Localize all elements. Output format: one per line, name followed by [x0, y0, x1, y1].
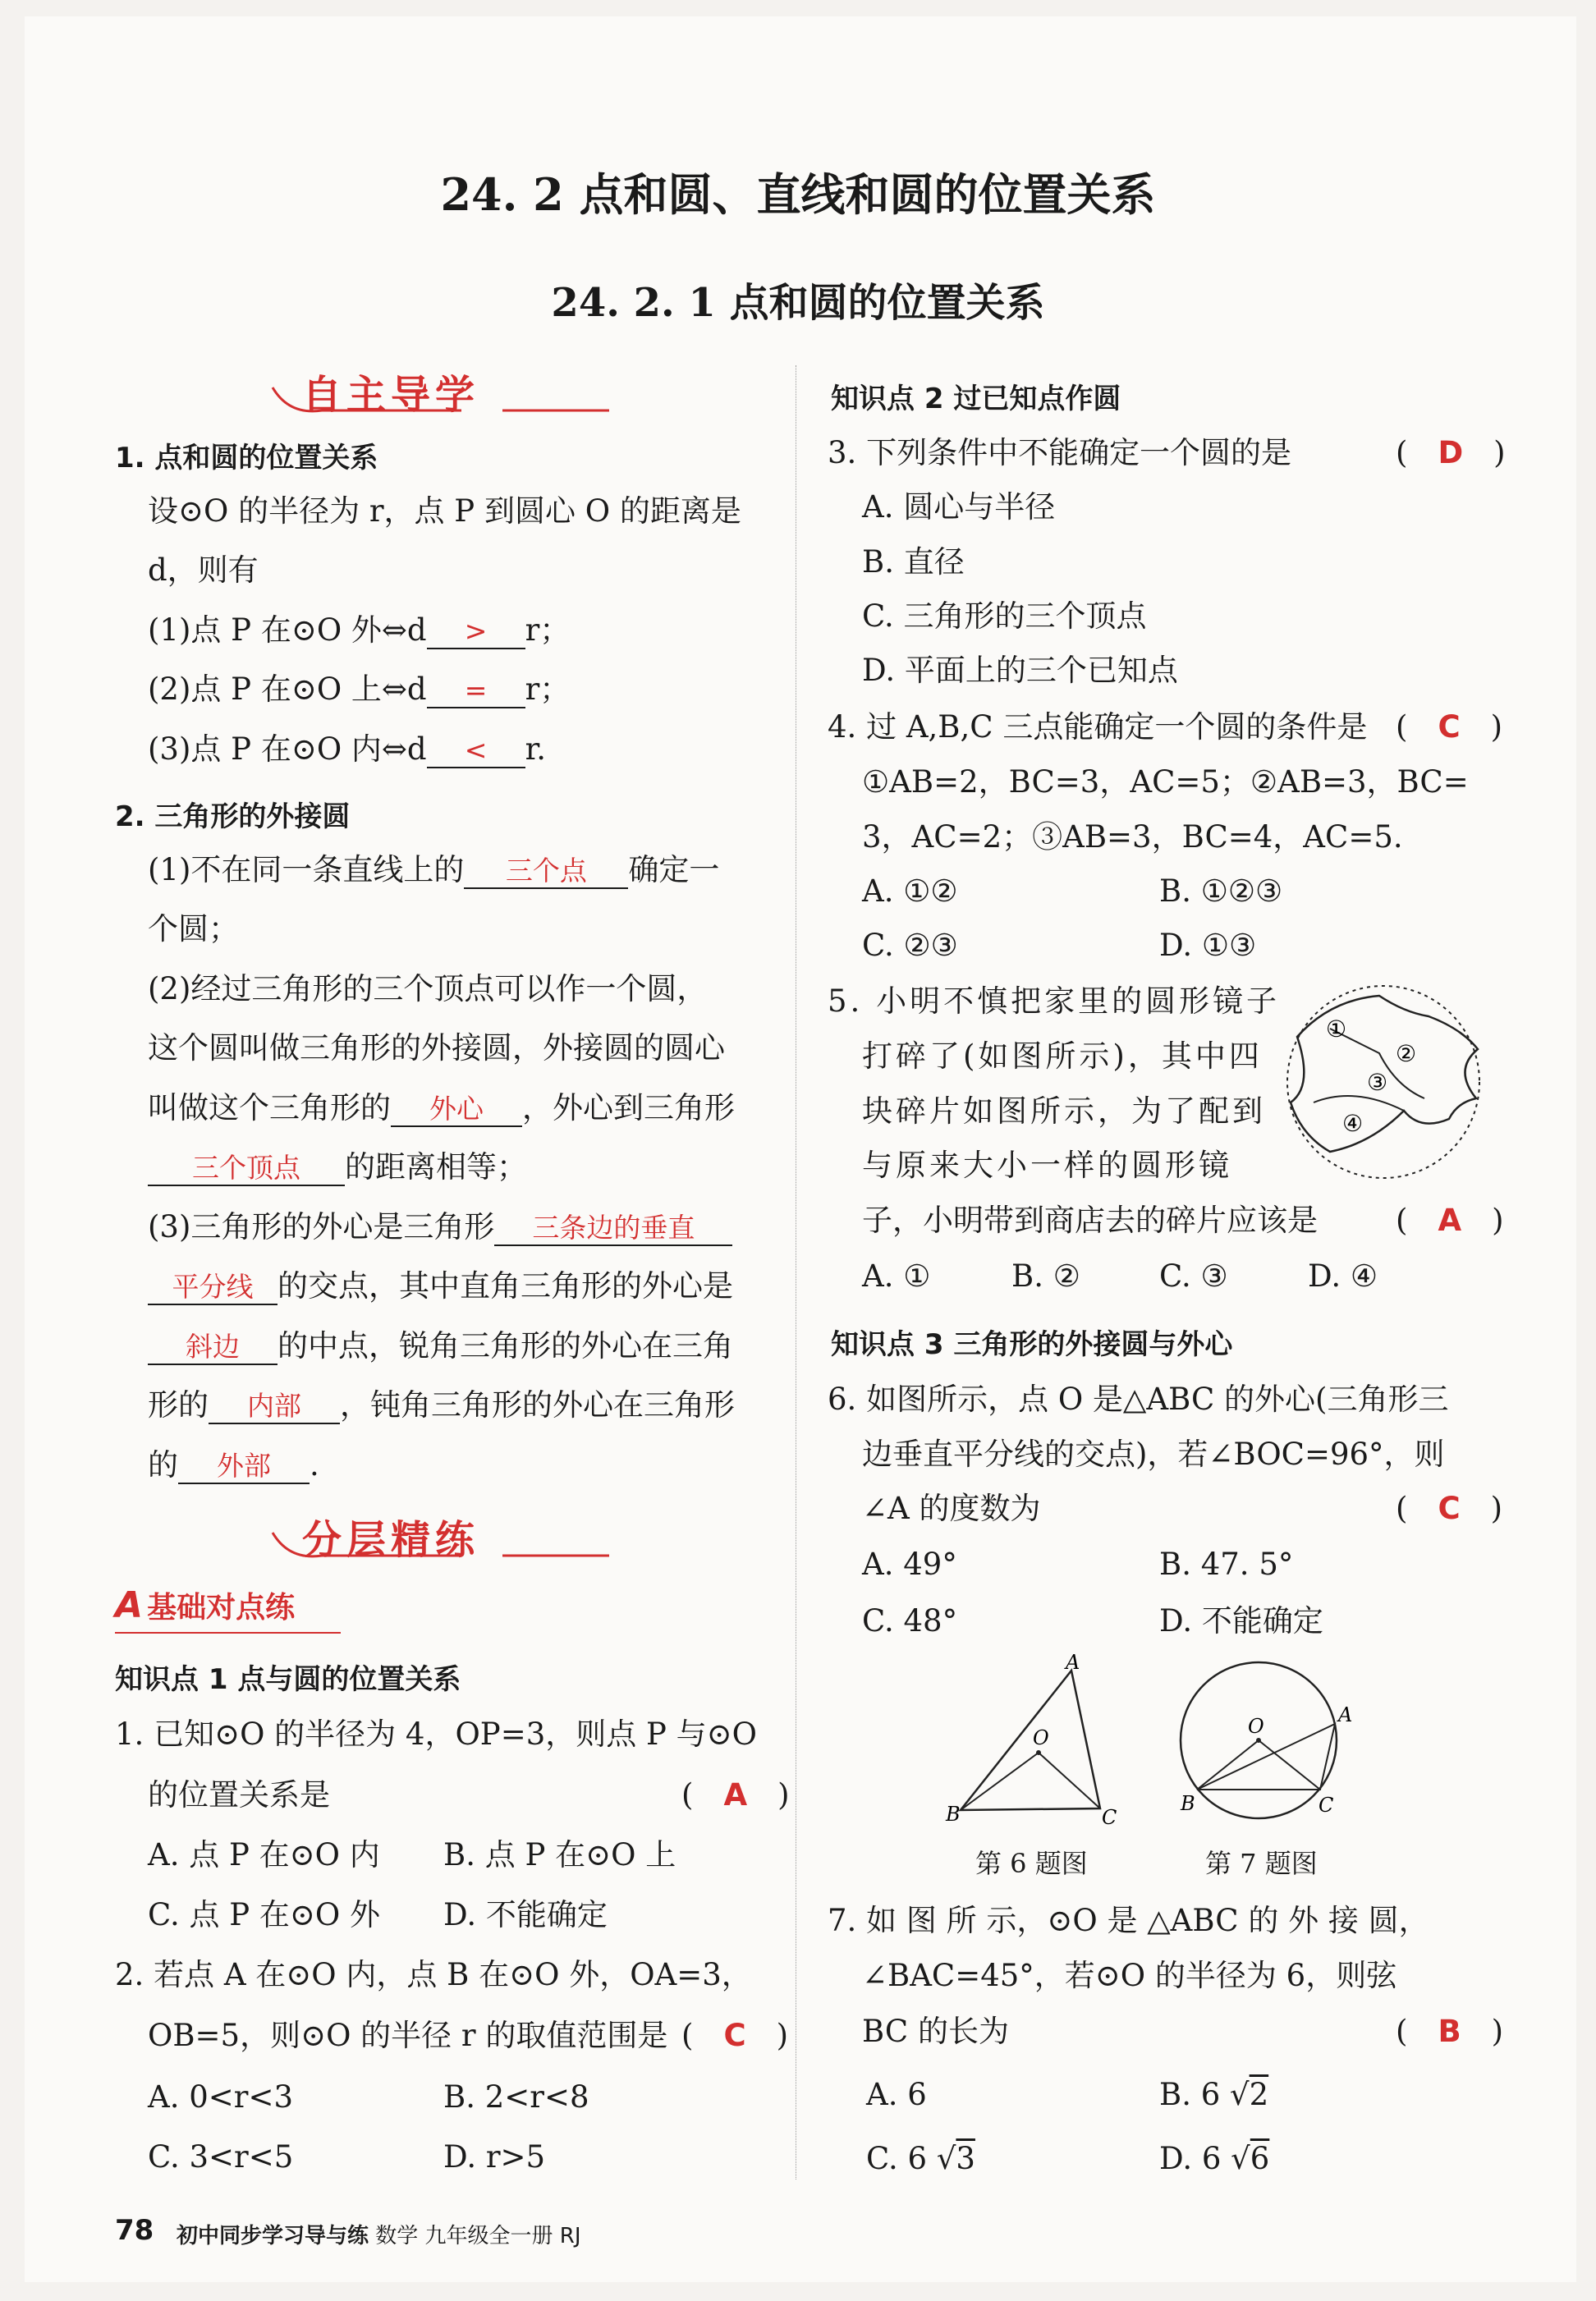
q6-line1: 6. 如图所示，点 O 是△ABC 的外心(三角形三	[828, 1382, 1449, 1417]
s1-heading: 1. 点和圆的位置关系	[115, 442, 378, 474]
q5-option-d: D. ④	[1308, 1258, 1378, 1294]
s1-case2	[148, 673, 570, 708]
q3-answer-bracket: ( D )	[1396, 435, 1506, 470]
q4-option-c: C. ②③	[862, 928, 958, 963]
q2-option-a: A. 0<r<3	[148, 2079, 294, 2115]
s2-line6-answer: 三个顶点	[148, 1152, 345, 1186]
s2-line9-tail: 的中点，锐角三角形的外心在三角	[277, 1328, 733, 1364]
q7-answer: B	[1438, 2014, 1461, 2049]
q3-option-a: A. 圆心与半径	[862, 489, 1056, 525]
s2-line1	[148, 854, 719, 889]
q1-line2: 的位置关系是	[148, 1777, 330, 1813]
level-a-heading	[115, 1584, 295, 1626]
s2-line10-text: 形的	[148, 1387, 209, 1423]
q1-answer-bracket: ( A )	[681, 1777, 790, 1813]
fragment-label-4: ④	[1342, 1110, 1364, 1137]
q7-option-b-radicand: 2	[1249, 2077, 1269, 2112]
q7-option-a: A. 6	[866, 2077, 927, 2112]
banner-self-study: 自主导学	[302, 372, 480, 418]
banner-layered-underline	[264, 1524, 617, 1565]
q7-line1: 7. 如 图 所 示，⊙O 是 △ABC 的 外 接 圆，	[828, 1903, 1429, 1938]
q5-option-a: A. ①	[862, 1258, 931, 1294]
q5-line1: 5. 小明不慎把家里的圆形镜子	[828, 983, 1281, 1019]
q7-option-d-radicand: 6	[1250, 2141, 1270, 2176]
s1-case3-answer: <	[427, 734, 525, 768]
q5-option-b: B. ②	[1011, 1258, 1080, 1294]
q1-line1: 1. 已知⊙O 的半径为 4，OP=3，则点 P 与⊙O	[115, 1717, 757, 1752]
fig7-label-o: O	[1248, 1715, 1264, 1738]
s2-line4: 这个圆叫做三角形的外接圆，外接圆的圆心	[148, 1030, 725, 1066]
s1-case3-tail: r.	[525, 731, 547, 767]
s2-line11	[148, 1449, 319, 1484]
q6-answer-bracket: ( C )	[1396, 1491, 1503, 1526]
s1-case1-answer: >	[427, 615, 525, 649]
q4-answer-bracket: ( C )	[1396, 709, 1503, 745]
footer-book-title: 初中同步学习导与练	[177, 2224, 369, 2248]
q4-option-d: D. ①③	[1159, 928, 1257, 963]
s2-line1-tail: 确定一	[628, 852, 720, 887]
q2-answer: C	[723, 2018, 746, 2053]
s1-case3	[148, 733, 546, 768]
s2-line8-answer: 平分线	[148, 1271, 277, 1305]
q7-line3: BC 的长为	[862, 2014, 1009, 2049]
s1-case3-text: (3)点 P 在⊙O 内⇔d	[148, 731, 427, 767]
q4-line1: 4. 过 A,B,C 三点能确定一个圆的条件是	[828, 709, 1368, 745]
q4-answer: C	[1438, 709, 1461, 745]
level-a-letter: A	[115, 1584, 144, 1626]
fragment-label-3: ③	[1367, 1069, 1388, 1096]
k3-heading: 知识点 3 三角形的外接圆与外心	[831, 1328, 1233, 1361]
q6-option-a: A. 49°	[862, 1547, 957, 1582]
s1-case2-text: (2)点 P 在⊙O 上⇔d	[148, 672, 427, 707]
q7-option-c-radicand: 3	[956, 2141, 975, 2176]
fig7-caption: 第 7 题图	[1205, 1848, 1318, 1879]
s2-line6-tail: 的距离相等；	[345, 1149, 527, 1185]
s2-line11-answer: 外部	[178, 1450, 310, 1484]
fig6-label-b: B	[946, 1803, 961, 1826]
q3-line1: 3. 下列条件中不能确定一个圆的是	[828, 435, 1292, 470]
s2-line8-tail: 的交点，其中直角三角形的外心是	[277, 1268, 733, 1304]
q4-option-a: A. ①②	[862, 873, 958, 909]
q1-option-d: D. 不能确定	[443, 1897, 608, 1932]
q5-answer-bracket: ( A )	[1396, 1203, 1504, 1238]
s1-case1-tail: r；	[525, 612, 571, 648]
fig7-circle	[1164, 1654, 1369, 1835]
q4-option-b: B. ①②③	[1159, 873, 1283, 909]
q7-option-b: B. 6 √2	[1159, 2077, 1269, 2112]
q3-answer: D	[1438, 435, 1464, 470]
q7-option-d: D. 6 √6	[1159, 2141, 1270, 2176]
q7-line2: ∠BAC=45°，若⊙O 的半径为 6，则弦	[862, 1958, 1397, 1993]
s2-line11-text: 的	[148, 1447, 178, 1483]
q2-option-c: C. 3<r<5	[148, 2139, 294, 2175]
subsection-title: 24. 2. 1 点和圆的位置关系	[551, 280, 1045, 326]
q5-line3: 块碎片如图所示，为了配到	[862, 1093, 1266, 1129]
q5-line5: 子，小明带到商店去的碎片应该是	[862, 1203, 1318, 1238]
fig7-triangle-abc	[1197, 1724, 1335, 1790]
level-a-title: 基础对点练	[147, 1591, 296, 1625]
q4-line2: ①AB=2，BC=3，AC=5；②AB=3，BC=	[862, 764, 1469, 800]
q2-line2: OB=5，则⊙O 的半径 r 的取值范围是	[148, 2018, 668, 2053]
q6-line2: 边垂直平分线的交点)，若∠BOC=96°，则	[862, 1437, 1445, 1472]
s2-line9	[148, 1330, 733, 1365]
q1-answer: A	[723, 1777, 748, 1813]
s2-line9-answer: 斜边	[148, 1331, 277, 1365]
footer-text	[177, 2219, 581, 2249]
q7-option-b-text: B. 6	[1159, 2077, 1221, 2112]
q1-option-a: A. 点 P 在⊙O 内	[148, 1837, 380, 1872]
s2-line11-tail: .	[310, 1447, 319, 1483]
fig6-label-o: O	[1033, 1726, 1049, 1749]
s2-line5-text: 叫做这个三角形的	[148, 1090, 391, 1125]
q7-answer-bracket: ( B )	[1396, 2014, 1504, 2049]
q6-option-d: D. 不能确定	[1159, 1603, 1323, 1639]
q3-option-d: D. 平面上的三个已知点	[862, 653, 1178, 688]
banner-layered: 分层精练	[302, 1517, 480, 1563]
s2-line5-answer: 外心	[391, 1093, 522, 1127]
q5-mirror-figure	[1281, 979, 1486, 1185]
s1-case2-tail: r；	[525, 672, 571, 707]
q2-answer-bracket: ( C )	[681, 2018, 789, 2053]
fig6-label-a: A	[1066, 1654, 1080, 1674]
s1-case1-text: (1)点 P 在⊙O 外⇔d	[148, 612, 427, 648]
s2-line7-text: (3)三角形的外心是三角形	[148, 1209, 495, 1244]
q6-option-c: C. 48°	[862, 1603, 958, 1639]
banner-self-study-underline	[264, 379, 617, 420]
s2-line2: 个圆；	[148, 911, 239, 947]
footer-subject: 数学 九年级全一册 RJ	[375, 2224, 581, 2248]
q2-option-d: D. r>5	[443, 2139, 546, 2175]
q7-option-d-text: D. 6	[1159, 2141, 1222, 2176]
s1-intro-line2: d，则有	[148, 552, 259, 588]
s2-line7-answer: 三条边的垂直	[494, 1212, 732, 1246]
q1-option-b: B. 点 P 在⊙O 上	[443, 1837, 676, 1872]
fig6-label-c: C	[1102, 1806, 1117, 1827]
k2-heading: 知识点 2 过已知点作圆	[831, 383, 1121, 415]
s2-line8	[148, 1270, 733, 1305]
s2-line10-answer: 内部	[209, 1390, 340, 1424]
q1-option-c: C. 点 P 在⊙O 外	[148, 1897, 381, 1932]
s2-line10-tail: ，钝角三角形的外心在三角形	[340, 1387, 735, 1423]
s2-line5-tail: ，外心到三角形	[522, 1090, 735, 1125]
s2-heading: 2. 三角形的外接圆	[115, 800, 351, 833]
fig7-segment-oc	[1259, 1740, 1320, 1790]
q5-line4: 与原来大小一样的圆形镜	[862, 1148, 1232, 1183]
s2-line1-answer: 三个点	[464, 855, 628, 889]
s2-line3: (2)经过三角形的三个顶点可以作一个圆，	[148, 971, 708, 1006]
s2-line5	[148, 1092, 735, 1127]
s2-line1-text: (1)不在同一条直线上的	[148, 852, 465, 887]
fragment-label-1: ①	[1326, 1015, 1347, 1043]
q2-line1: 2. 若点 A 在⊙O 内，点 B 在⊙O 外，OA=3，	[115, 1957, 752, 1992]
s2-line6	[148, 1151, 527, 1186]
fig7-label-b: B	[1181, 1792, 1195, 1815]
level-a-underline	[115, 1632, 341, 1634]
q3-option-b: B. 直径	[862, 544, 965, 580]
q6-line3: ∠A 的度数为	[862, 1491, 1041, 1526]
s1-intro-line1: 设⊙O 的半径为 r，点 P 到圆心 O 的距离是	[148, 493, 741, 529]
q6-answer: C	[1438, 1491, 1461, 1526]
fig6-caption: 第 6 题图	[975, 1848, 1088, 1879]
q3-option-c: C. 三角形的三个顶点	[862, 598, 1147, 634]
q5-answer: A	[1438, 1203, 1462, 1238]
s1-case1	[148, 614, 570, 649]
fragment-label-2: ②	[1396, 1040, 1417, 1067]
s1-case2-answer: =	[427, 674, 525, 708]
fig6-point-o	[1036, 1750, 1041, 1755]
section-title: 24. 2 点和圆、直线和圆的位置关系	[440, 168, 1156, 221]
q7-option-c: C. 6 √3	[866, 2141, 975, 2176]
q5-option-c: C. ③	[1159, 1258, 1228, 1294]
k1-heading: 知识点 1 点与圆的位置关系	[115, 1663, 461, 1696]
fig7-label-a: A	[1338, 1703, 1353, 1726]
q6-option-b: B. 47. 5°	[1159, 1547, 1294, 1582]
fig6-triangle	[944, 1654, 1125, 1827]
page-number: 78	[115, 2214, 154, 2247]
fig7-label-c: C	[1319, 1794, 1334, 1817]
fig7-point-o	[1256, 1738, 1261, 1743]
s2-line7	[148, 1211, 732, 1246]
q5-line2: 打碎了(如图所示)，其中四	[862, 1038, 1263, 1074]
q4-line3: 3，AC=2；③AB=3，BC=4，AC=5.	[862, 819, 1403, 855]
s2-line10	[148, 1389, 735, 1424]
q7-option-c-text: C. 6	[866, 2141, 928, 2176]
q2-option-b: B. 2<r<8	[443, 2079, 589, 2115]
fragment-crack-2	[1314, 1096, 1404, 1111]
